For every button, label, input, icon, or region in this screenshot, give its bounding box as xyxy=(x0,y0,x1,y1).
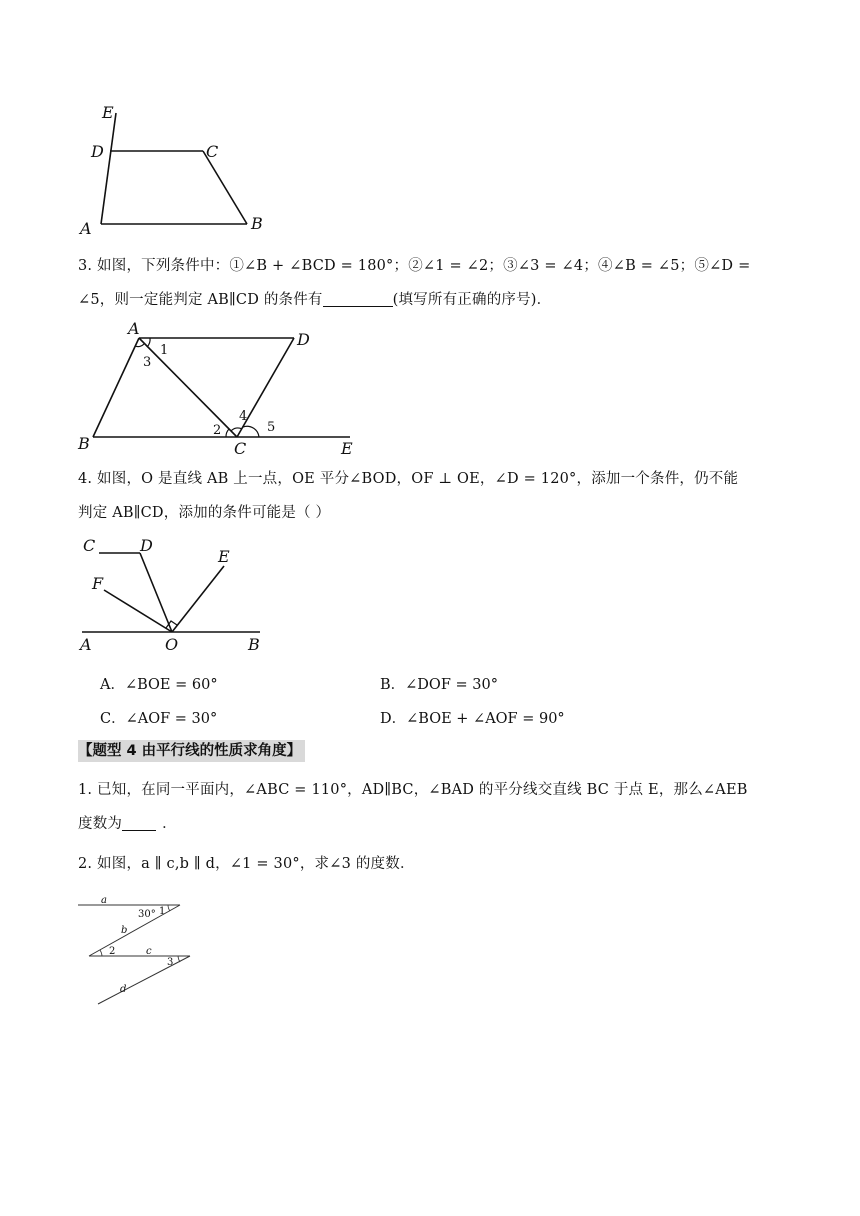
label-b: b xyxy=(121,925,128,936)
option-a[interactable]: A．∠BOE = 60° xyxy=(100,677,218,693)
label-c: C xyxy=(83,536,96,555)
label-c: C xyxy=(234,439,247,458)
angle-label-1: 1 xyxy=(159,906,166,917)
problem-2-line1: 2. 如图，a ∥ c,b ∥ d，∠1 = 30°，求∠3 的度数． xyxy=(78,856,415,872)
question-3-line1: 3. 如图，下列条件中：①∠B + ∠BCD = 180°；②∠1 = ∠2；③∠3 = ∠4；④∠B = ∠5；⑤∠D = xyxy=(78,258,751,274)
label-d: D xyxy=(297,330,310,349)
label-e: E xyxy=(218,547,230,566)
angle-label-5: 5 xyxy=(267,420,276,435)
label-d: D xyxy=(91,142,104,161)
label-e: E xyxy=(102,103,114,122)
line-d xyxy=(98,956,190,1004)
label-b: B xyxy=(251,214,263,233)
problem-1-line1: 1. 已知，在同一平面内，∠ABC = 110°，AD∥BC，∠BAD 的平分线交直线 BC 于点 E，那么∠AEB xyxy=(78,782,748,798)
label-a: A xyxy=(80,635,92,654)
label-b: B xyxy=(78,434,90,453)
question-3-line2: ∠5，则一定能判定 AB∥CD 的条件有 (填写所有正确的序号)． xyxy=(78,283,786,317)
arc-angle-2 xyxy=(100,950,102,956)
question-4-line2: 判定 AB∥CD，添加的条件可能是（ ） xyxy=(78,505,331,521)
angle-label-2: 2 xyxy=(109,946,116,957)
angle-label-2: 2 xyxy=(213,423,222,438)
label-30-deg: 30° xyxy=(138,909,156,920)
label-a: A xyxy=(128,319,140,338)
section-heading: 【题型 4 由平行线的性质求角度】 xyxy=(78,740,305,762)
label-a: A xyxy=(80,219,92,238)
line-b xyxy=(89,905,180,956)
angle-label-3: 3 xyxy=(143,355,152,370)
question-4-line1: 4. 如图，O 是直线 AB 上一点，OE 平分∠BOD，OF ⊥ OE，∠D = 120°，添加一个条件，仍不能 xyxy=(78,471,739,487)
angle-label-4: 4 xyxy=(239,409,248,424)
arc-angle-3 xyxy=(178,956,180,962)
label-f: F xyxy=(92,574,104,593)
label-a: a xyxy=(101,895,107,906)
label-e: E xyxy=(341,439,353,458)
label-c: C xyxy=(206,142,219,161)
angle-label-3: 3 xyxy=(167,957,174,968)
angle-label-1: 1 xyxy=(160,343,169,358)
label-d: D xyxy=(140,536,153,555)
label-o: O xyxy=(165,635,179,654)
option-b[interactable]: B．∠DOF = 30° xyxy=(380,677,498,693)
problem-1-line2: 度数为 ． xyxy=(78,807,786,841)
label-b: B xyxy=(248,635,260,654)
option-c[interactable]: C．∠AOF = 30° xyxy=(100,711,218,727)
arc-angle-1 xyxy=(168,905,170,911)
option-d[interactable]: D．∠BOE + ∠AOF = 90° xyxy=(380,711,565,727)
label-d: d xyxy=(120,984,127,995)
label-c: c xyxy=(146,946,152,957)
